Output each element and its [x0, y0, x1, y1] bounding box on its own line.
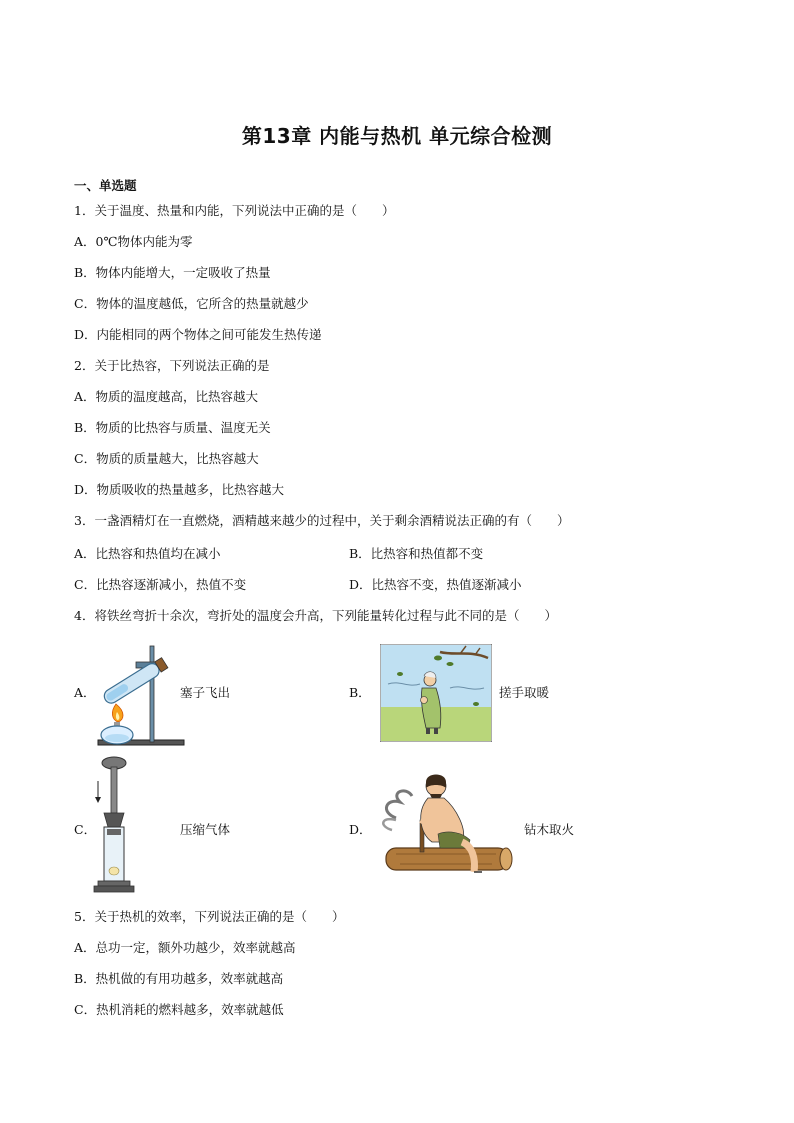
q4-option-d-label: D．: [349, 822, 372, 837]
q2-option-a: A．物质的温度越高，比热容越大: [74, 389, 259, 404]
q4-option-d-caption: 钻木取火: [524, 822, 575, 837]
q2-option-b: B．物质的比热容与质量、温度无关: [74, 420, 271, 435]
q3-option-c: C．比热容逐渐减小，热值不变: [74, 577, 247, 592]
q4-option-b-caption: 搓手取暖: [499, 685, 550, 700]
q5-stem: 5．关于热机的效率，下列说法正确的是（ ）: [74, 909, 345, 924]
q1-stem: 1．关于温度、热量和内能，下列说法中正确的是（ ）: [74, 203, 395, 218]
q4-option-c-caption: 压缩气体: [180, 822, 231, 837]
q3-option-a: A．比热容和热值均在减小: [74, 546, 221, 561]
q3-stem: 3．一盏酒精灯在一直燃烧，酒精越来越少的过程中，关于剩余酒精说法正确的有（ ）: [74, 513, 570, 528]
q4-option-a-label: A．: [74, 685, 96, 700]
q2-option-c: C．物质的质量越大，比热容越大: [74, 451, 259, 466]
q1-option-c: C．物体的温度越低，它所含的热量就越少: [74, 296, 309, 311]
q5-option-b: B．热机做的有用功越多，效率就越高: [74, 971, 284, 986]
q4-option-c-label: C．: [74, 822, 97, 837]
q1-option-b: B．物体内能增大，一定吸收了热量: [74, 265, 271, 280]
section-heading: 一、单选题: [74, 178, 137, 193]
q3-option-d: D．比热容不变，热值逐渐减小: [349, 577, 522, 592]
q4-option-a-caption: 塞子飞出: [180, 685, 231, 700]
drill-wood-fire-figure: [376, 768, 516, 880]
q5-option-a: A．总功一定，额外功越少，效率就越高: [74, 940, 296, 955]
gas-compression-figure: [90, 755, 138, 897]
q2-stem: 2．关于比热容，下列说法正确的是: [74, 358, 270, 373]
test-tube-burner-figure: [92, 632, 188, 750]
q4-stem: 4．将铁丝弯折十余次，弯折处的温度会升高，下列能量转化过程与此不同的是（ ）: [74, 608, 557, 623]
q4-option-b-label: B．: [349, 685, 371, 700]
q1-option-a: A．0℃物体内能为零: [74, 234, 193, 249]
q1-option-d: D．内能相同的两个物体之间可能发生热传递: [74, 327, 322, 342]
rubbing-hands-figure: [380, 644, 492, 742]
q3-option-b: B．比热容和热值都不变: [349, 546, 484, 561]
page-title: 第13章 内能与热机 单元综合检测: [241, 124, 553, 148]
q5-option-c: C．热机消耗的燃料越多，效率就越低: [74, 1002, 284, 1017]
q2-option-d: D．物质吸收的热量越多，比热容越大: [74, 482, 285, 497]
